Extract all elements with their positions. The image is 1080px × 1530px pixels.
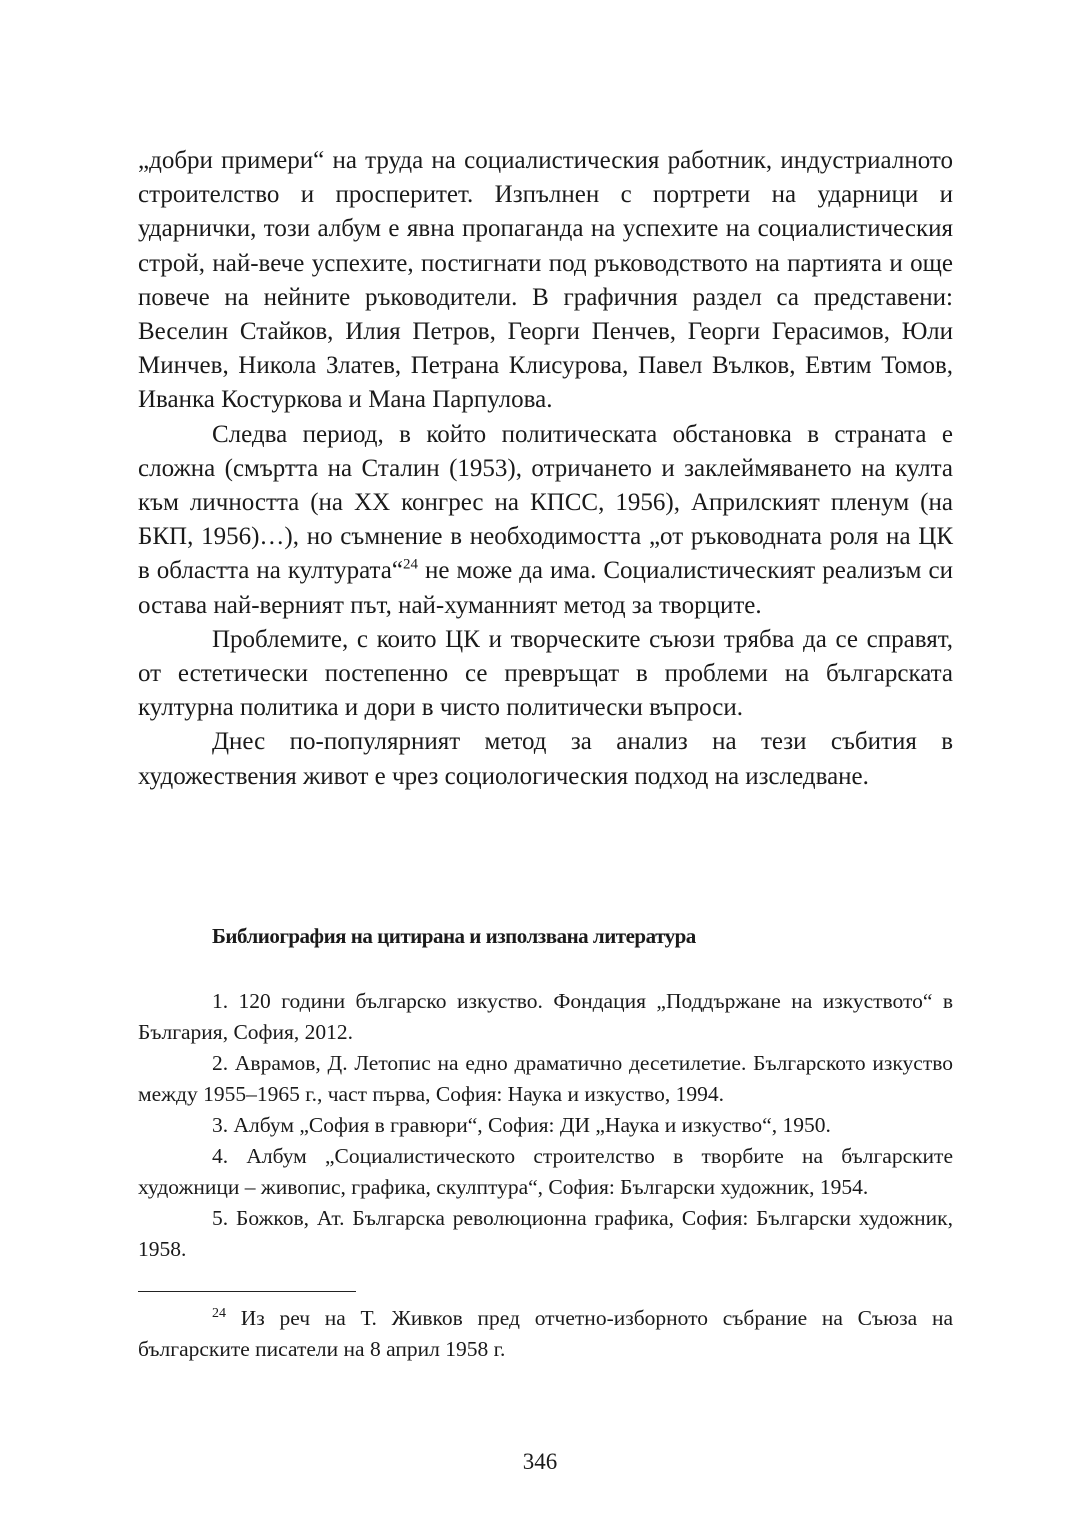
- paragraph-3: Проблемите, с които ЦК и творческите съюзи трябва да се справят, от естетически постепенно се превръщат в проблеми на българската културна политика и дори в чисто политически въпроси.: [138, 625, 953, 722]
- footnote-text: Из реч на Т. Живков пред отчетно-изборното събрание на Съюза на българските писатели на 8 април 1958 г.: [138, 1306, 953, 1361]
- bibliography-item: 3. Албум „София в гравюри“, София: ДИ „Наука и изкуство“, 1950.: [212, 1113, 831, 1137]
- footnote: [138, 1303, 953, 1365]
- paragraph-2: [138, 418, 953, 623]
- bibliography-item: 4. Албум „Социалистическото строителство в творбите на българските художници – живопис, графика, скулптура“, София: Български художник, 1954.: [138, 1144, 953, 1199]
- bibliography-item: 5. Божков, Ат. Българска революционна графика, София: Български художник, 1958.: [138, 1206, 953, 1261]
- footnote-divider: [138, 1291, 356, 1292]
- bibliography-list: [138, 986, 953, 1265]
- footnote-reference-24[interactable]: 24: [402, 557, 418, 574]
- paragraph-2-text-start: Следва период, в който политическата обстановка в страната е сложна (смъртта на Сталин (1953), отричането и заклеймяването на култа към личността (на XX конгрес на КПСС, 1956), Априлският пленум (на БКП, 1956)…), но съмнение в необходимостта „от ръководната роля на ЦК в областта на културата“: [138, 420, 953, 585]
- footnote-24: [138, 1303, 953, 1365]
- paragraph-4: Днес по-популярният метод за анализ на тези събития в художествения живот е чрез социологическия подход на изследване.: [138, 728, 953, 790]
- page-number: 346: [522, 1449, 558, 1474]
- bibliography-item: 1. 120 години българско изкуство. Фондация „Поддържане на изкуството“ в България, София, 2012.: [138, 989, 953, 1044]
- paragraph-1: „добри примери“ на труда на социалистическия работник, индустриалното строителство и просперитет. Изпълнен с портрети на ударници и ударнички, този албум е явна пропаганда на успехите на социалистическия строй, най-вече успехите, постигнати под ръководството на партията и още повече на нейните ръководители. В графичния раздел са представени: Веселин Стайков, Илия Петров, Георги Пенчев, Георги Герасимов, Юли Минчев, Никола Златев, Петрана Клисурова, Павел Вълков, Евтим Томов, Иванка Костуркова и Мана Парпулова.: [138, 147, 953, 414]
- bibliography-heading: Библиография на цитирана и използвана литература: [212, 924, 696, 948]
- paragraph-2-text-end: не може да има. Социалистическият реализъм си остава най-верният път, най-хуманният метод за творците.: [138, 557, 953, 619]
- main-text: [138, 144, 953, 794]
- footnote-number: 24: [212, 1305, 226, 1321]
- bibliography-item: 2. Аврамов, Д. Летопис на едно драматично десетилетие. Българското изкуство между 1955–1965 г., част първа, София: Наука и изкуство, 1994.: [138, 1051, 953, 1106]
